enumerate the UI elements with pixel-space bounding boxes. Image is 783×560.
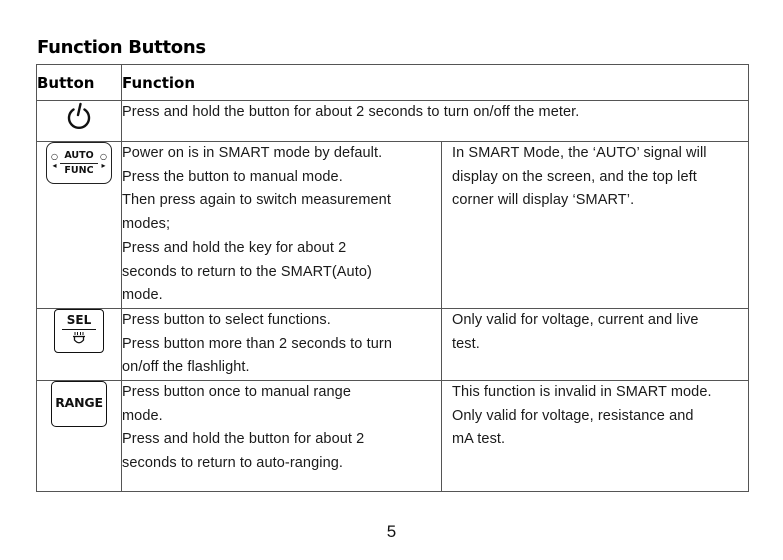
right-arrow-icon: ○ ▸ bbox=[100, 152, 107, 170]
power-icon bbox=[64, 101, 94, 131]
note-text: Only valid for voltage, current and live test. bbox=[442, 308, 749, 380]
divider-line bbox=[60, 163, 98, 164]
function-text: Press button to select functions. Press button more than 2 seconds to turn on/off the flashlight. bbox=[122, 308, 442, 380]
function-text: Power on is in SMART mode by default. Press the button to manual mode. Then press again to switch measurement modes; Press and hold the key for about 2 seconds to return to the SMART(Auto) mode. bbox=[122, 142, 442, 309]
function-text: Press button once to manual range mode. Press and hold the button for about 2 seconds to return to auto-ranging. bbox=[122, 381, 442, 492]
button-cell bbox=[37, 381, 122, 492]
button-cell bbox=[37, 308, 122, 380]
flashlight-icon bbox=[71, 331, 87, 346]
left-arrow-icon: ○ ◂ bbox=[51, 152, 58, 170]
page-title: Function Buttons bbox=[37, 37, 206, 58]
table-row bbox=[37, 101, 749, 142]
sel-flashlight-button-icon bbox=[54, 309, 104, 353]
table-row bbox=[37, 142, 749, 309]
page-number: 5 bbox=[386, 522, 397, 541]
table-header-row bbox=[37, 65, 749, 101]
note-text: In SMART Mode, the ‘AUTO’ signal will display on the screen, and the top left corner will display ‘SMART’. bbox=[442, 142, 749, 309]
header-button: Button bbox=[37, 65, 122, 101]
table-row bbox=[37, 308, 749, 380]
func-label: FUNC bbox=[64, 165, 94, 176]
button-cell bbox=[37, 142, 122, 309]
auto-label: AUTO bbox=[64, 150, 94, 161]
note-text: This function is invalid in SMART mode. Only valid for voltage, resistance and mA test. bbox=[442, 381, 749, 492]
auto-func-button-icon bbox=[46, 142, 112, 184]
header-function: Function bbox=[122, 65, 749, 101]
table-row bbox=[37, 381, 749, 492]
function-text: Press and hold the button for about 2 seconds to turn on/off the meter. bbox=[122, 101, 749, 142]
divider-line bbox=[62, 329, 96, 331]
sel-label: SEL bbox=[66, 312, 92, 327]
function-buttons-table bbox=[36, 64, 749, 492]
button-cell bbox=[37, 101, 122, 142]
range-button-icon: RANGE bbox=[51, 381, 107, 427]
